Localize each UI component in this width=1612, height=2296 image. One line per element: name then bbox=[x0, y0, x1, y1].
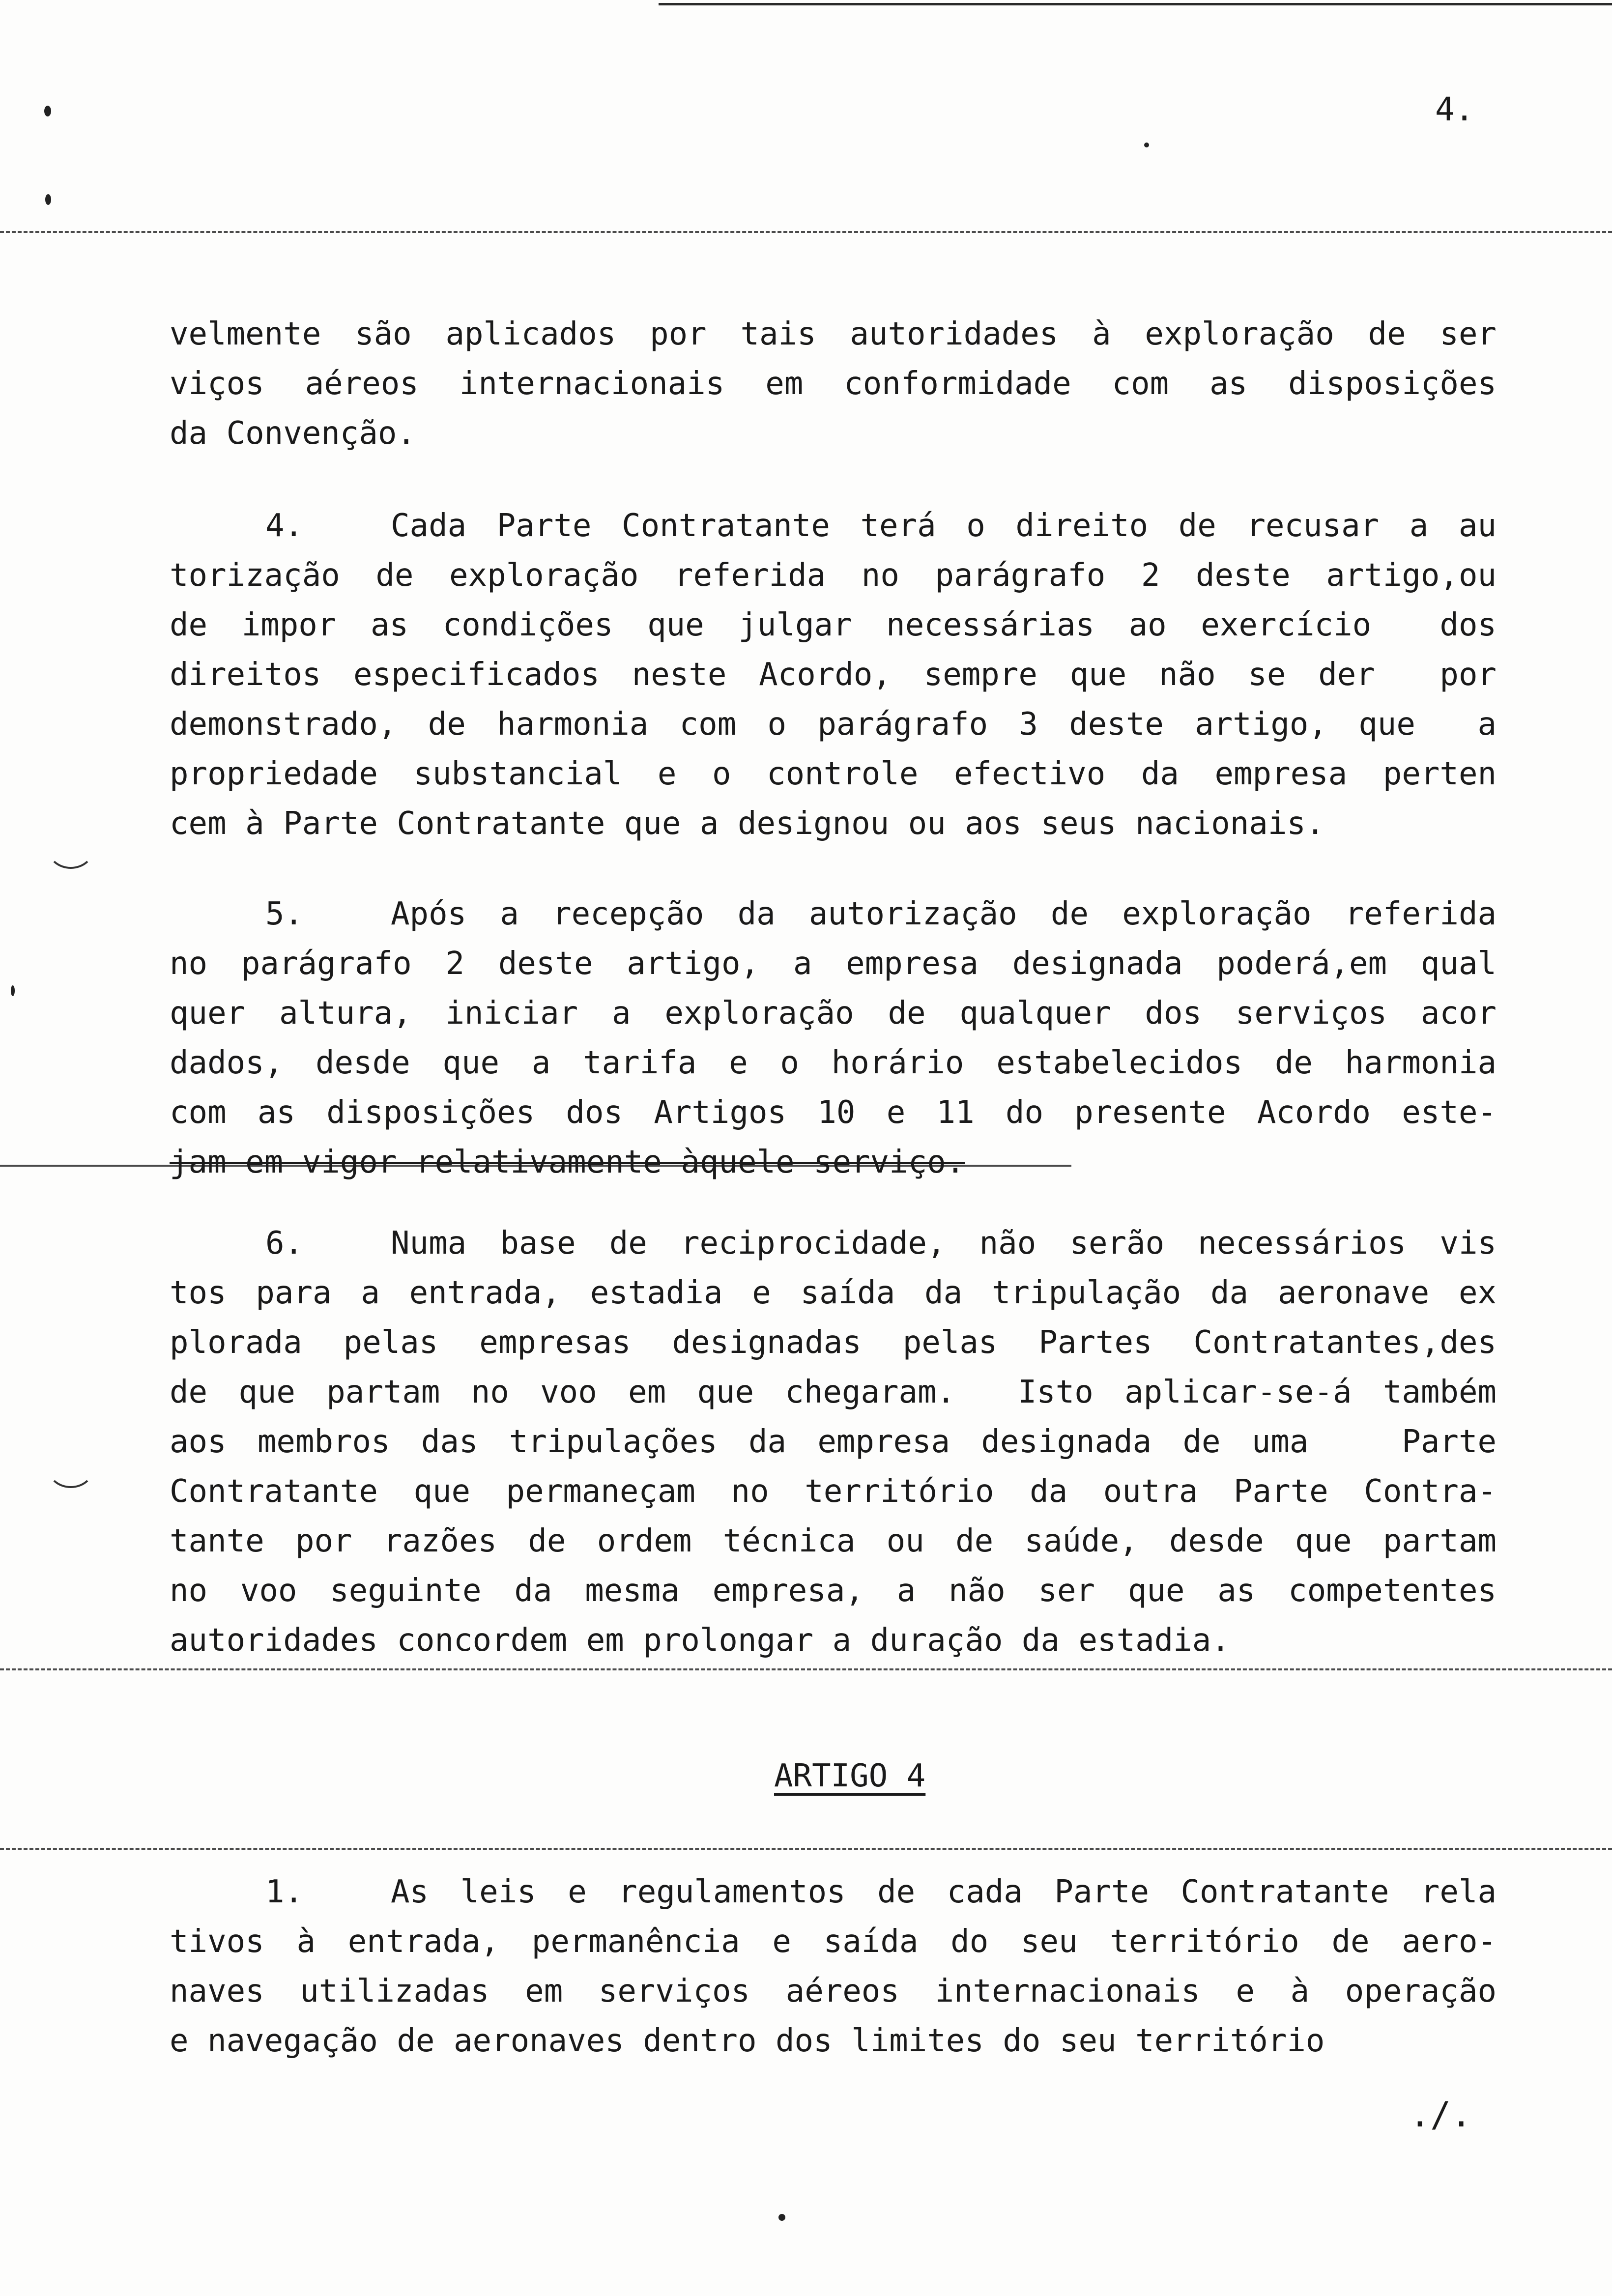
article-4-paragraph-1 bbox=[170, 1867, 1497, 2066]
text-line: Após a recepção da autorização de exploração referida bbox=[391, 896, 1497, 932]
paragraph-first-line bbox=[170, 501, 1497, 551]
text-line: da Convenção. bbox=[170, 415, 416, 452]
scan-rule bbox=[0, 231, 1612, 233]
paragraph-first-line bbox=[170, 890, 1497, 939]
paragraph-number: 6. bbox=[265, 1225, 304, 1262]
text-line: tivos à entrada, permanência e saída do seu território de aero- bbox=[170, 1923, 1497, 1960]
text-line: tante por razões de ordem técnica ou de saúde, desde que partam bbox=[170, 1523, 1497, 1559]
page-number: 4. bbox=[1435, 90, 1474, 128]
text-line: dados, desde que a tarifa e o horário estabelecidos de harmonia bbox=[170, 1045, 1497, 1081]
text-line: aos membros das tripulações da empresa designada de uma Parte bbox=[170, 1424, 1497, 1460]
scan-speck bbox=[11, 985, 15, 996]
scan-speck bbox=[44, 106, 51, 116]
paragraph-5 bbox=[170, 890, 1497, 1187]
text-line: Cada Parte Contratante terá o direito de recusar a au bbox=[391, 508, 1497, 544]
text-line: no voo seguinte da mesma empresa, a não ser que as competentes bbox=[170, 1573, 1497, 1609]
text-line: de impor as condições que julgar necessárias ao exercício dos bbox=[170, 607, 1497, 643]
text-line: As leis e regulamentos de cada Parte Contratante rela bbox=[391, 1874, 1497, 1910]
scan-smudge bbox=[47, 1445, 95, 1488]
struck-text-line: jam em vigor relativamente àquele serviço. bbox=[170, 1144, 965, 1180]
scan-rule bbox=[0, 1848, 1612, 1850]
paragraph-number: 5. bbox=[265, 896, 304, 932]
section-3-continuation bbox=[170, 310, 1497, 459]
scan-speck bbox=[778, 2214, 785, 2221]
paragraph-first-line bbox=[170, 1219, 1497, 1268]
continuation-mark: ./. bbox=[1410, 2095, 1472, 2135]
scan-speck bbox=[45, 194, 51, 205]
paragraph-number: 4. bbox=[265, 508, 304, 544]
text-line: com as disposições dos Artigos 10 e 11 do presente Acordo este- bbox=[170, 1094, 1497, 1131]
text-line: plorada pelas empresas designadas pelas Partes Contratantes,des bbox=[170, 1324, 1497, 1361]
text-line: no parágrafo 2 deste artigo, a empresa designada poderá,em qual bbox=[170, 946, 1497, 982]
text-line: direitos especificados neste Acordo, sempre que não se der por bbox=[170, 657, 1497, 693]
text-line: torização de exploração referida no parágrafo 2 deste artigo,ou bbox=[170, 557, 1497, 594]
paragraph-first-line bbox=[170, 1867, 1497, 1917]
scan-speck bbox=[1144, 143, 1149, 147]
scan-rule bbox=[0, 1668, 1612, 1670]
text-line: cem à Parte Contratante que a designou ou aos seus nacionais. bbox=[170, 805, 1325, 842]
text-line: de que partam no voo em que chegaram. Isto aplicar-se-á também bbox=[170, 1374, 1497, 1410]
paragraph-number: 1. bbox=[265, 1874, 304, 1910]
text-line: velmente são aplicados por tais autoridades à exploração de ser bbox=[170, 316, 1497, 352]
text-line: quer altura, iniciar a exploração de qualquer dos serviços acor bbox=[170, 995, 1497, 1032]
text-line: naves utilizadas em serviços aéreos internacionais e à operação bbox=[170, 1973, 1497, 2009]
text-line: propriedade substancial e o controle efectivo da empresa perten bbox=[170, 756, 1497, 792]
text-line: e navegação de aeronaves dentro dos limites do seu território bbox=[170, 2023, 1325, 2059]
text-line: Numa base de reciprocidade, não serão necessários vis bbox=[391, 1225, 1497, 1262]
text-line: viços aéreos internacionais em conformidade com as disposições bbox=[170, 366, 1497, 402]
article-heading: ARTIGO 4 bbox=[774, 1758, 926, 1794]
scan-smudge bbox=[47, 826, 95, 869]
top-edge-rule bbox=[659, 3, 1612, 5]
text-line: Contratante que permaneçam no território da outra Parte Contra- bbox=[170, 1473, 1497, 1510]
paragraph-4 bbox=[170, 501, 1497, 849]
text-line: tos para a entrada, estadia e saída da tripulação da aeronave ex bbox=[170, 1275, 1497, 1311]
text-line: demonstrado, de harmonia com o parágrafo 3 deste artigo, que a bbox=[170, 706, 1497, 743]
paragraph-6 bbox=[170, 1219, 1497, 1665]
text-line: autoridades concordem em prolongar a duração da estadia. bbox=[170, 1622, 1230, 1659]
